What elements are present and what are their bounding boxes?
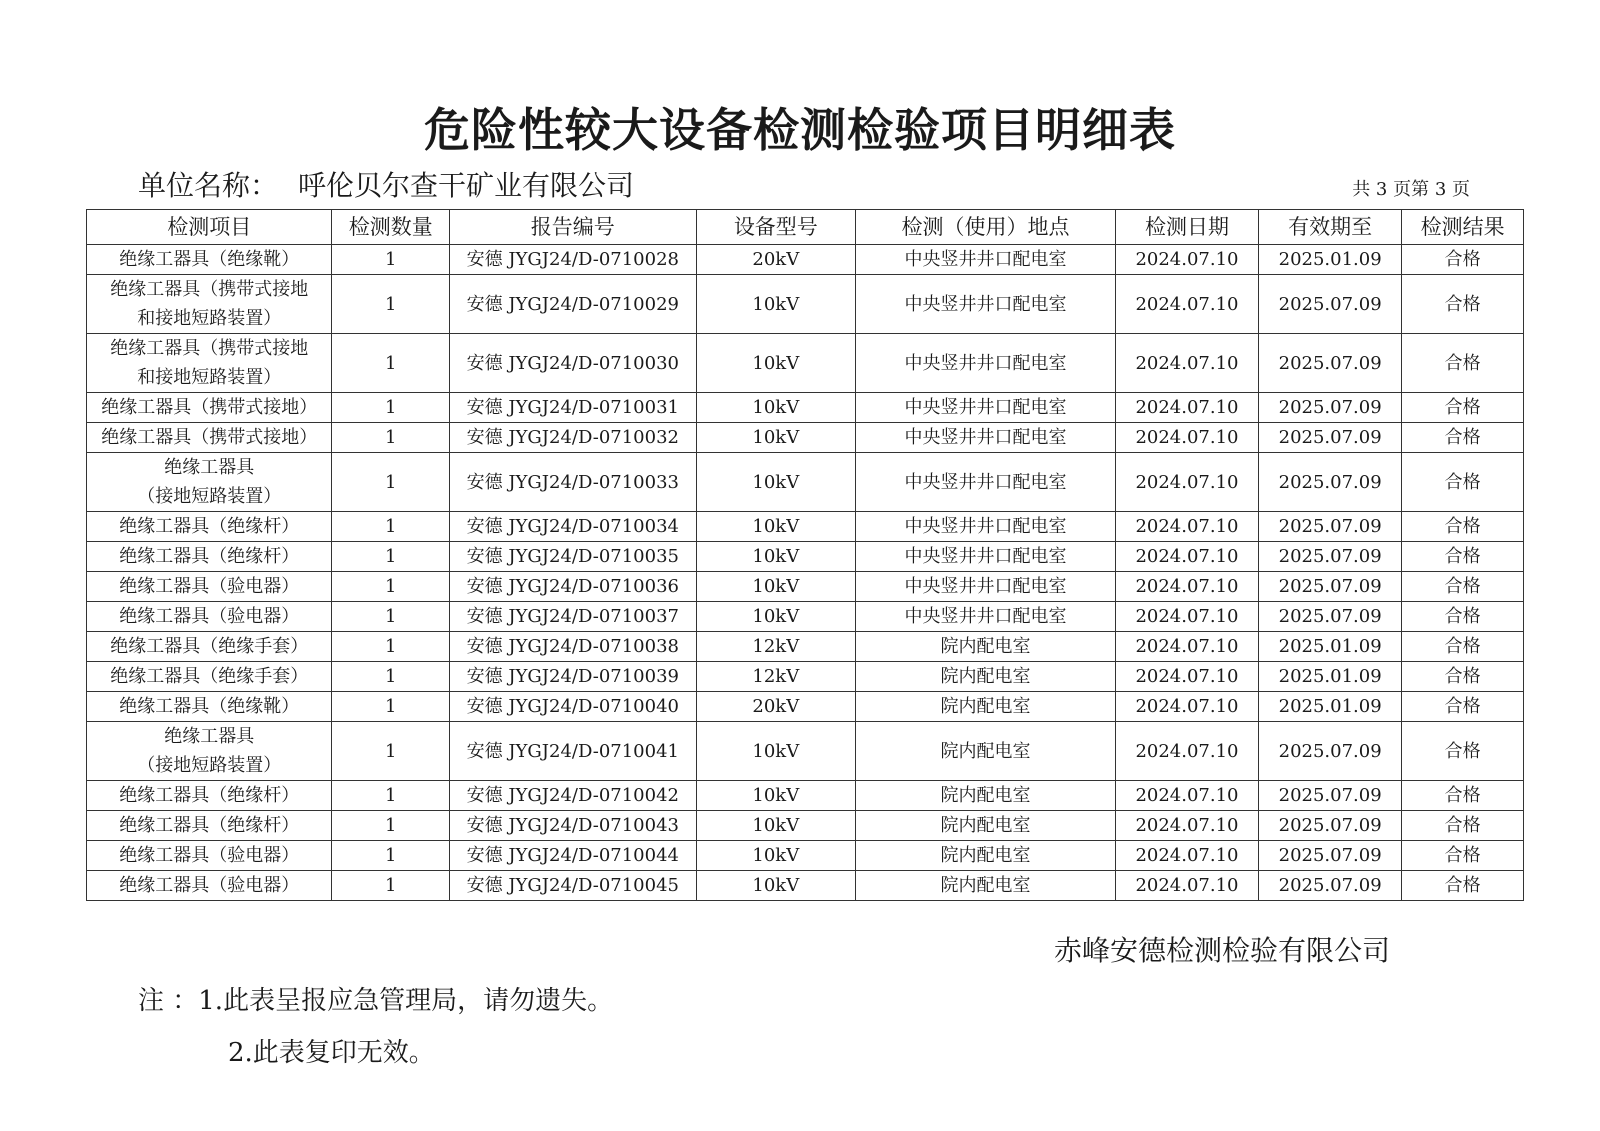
cell-quantity: 1 [332,245,450,275]
cell-report-no: 安德 JYGJ24/D-0710039 [450,662,696,692]
cell-result: 合格 [1402,692,1524,722]
table-row [87,572,1524,602]
cell-valid-until: 2025.07.09 [1259,334,1402,393]
cell-valid-until: 2025.07.09 [1259,722,1402,781]
cell-result: 合格 [1402,602,1524,632]
unit-label: 单位名称： [138,169,279,202]
cell-test-date: 2024.07.10 [1115,871,1258,901]
cell-quantity: 1 [332,632,450,662]
cell-quantity: 1 [332,334,450,393]
cell-item: 绝缘工器具（绝缘靴） [87,245,332,275]
cell-item: 绝缘工器具（验电器） [87,572,332,602]
cell-quantity: 1 [332,423,450,453]
cell-location: 院内配电室 [856,662,1116,692]
cell-item: 绝缘工器具（绝缘杆） [87,542,332,572]
page-info: 共 3 页第 3 页 [1352,179,1470,200]
cell-report-no: 安德 JYGJ24/D-0710045 [450,871,696,901]
cell-quantity: 1 [332,453,450,512]
cell-valid-until: 2025.01.09 [1259,662,1402,692]
cell-result: 合格 [1402,393,1524,423]
cell-valid-until: 2025.01.09 [1259,632,1402,662]
cell-test-date: 2024.07.10 [1115,811,1258,841]
cell-valid-until: 2025.07.09 [1259,453,1402,512]
table-row [87,811,1524,841]
cell-valid-until: 2025.07.09 [1259,602,1402,632]
cell-report-no: 安德 JYGJ24/D-0710035 [450,542,696,572]
cell-location: 中央竖井井口配电室 [856,542,1116,572]
table-row [87,512,1524,542]
cell-result: 合格 [1402,811,1524,841]
cell-report-no: 安德 JYGJ24/D-0710041 [450,722,696,781]
cell-valid-until: 2025.07.09 [1259,811,1402,841]
note-2: 2.此表复印无效。 [228,1038,435,1068]
cell-test-date: 2024.07.10 [1115,245,1258,275]
cell-quantity: 1 [332,781,450,811]
cell-quantity: 1 [332,662,450,692]
cell-location: 中央竖井井口配电室 [856,572,1116,602]
issuing-company: 赤峰安德检测检验有限公司 [1054,934,1391,967]
cell-test-date: 2024.07.10 [1115,453,1258,512]
cell-valid-until: 2025.07.09 [1259,393,1402,423]
cell-report-no: 安德 JYGJ24/D-0710031 [450,393,696,423]
cell-location: 中央竖井井口配电室 [856,245,1116,275]
cell-model: 12kV [696,662,856,692]
cell-quantity: 1 [332,692,450,722]
table-row [87,334,1524,393]
cell-result: 合格 [1402,572,1524,602]
cell-result: 合格 [1402,662,1524,692]
header-location: 检测（使用）地点 [856,210,1116,245]
cell-quantity: 1 [332,393,450,423]
cell-item: 绝缘工器具（绝缘杆） [87,781,332,811]
cell-test-date: 2024.07.10 [1115,602,1258,632]
cell-valid-until: 2025.07.09 [1259,512,1402,542]
cell-result: 合格 [1402,245,1524,275]
cell-item: 绝缘工器具（验电器） [87,871,332,901]
cell-model: 10kV [696,393,856,423]
cell-quantity: 1 [332,871,450,901]
table-row [87,632,1524,662]
cell-location: 院内配电室 [856,692,1116,722]
table-body [87,245,1524,901]
cell-location: 院内配电室 [856,632,1116,662]
cell-test-date: 2024.07.10 [1115,275,1258,334]
cell-quantity: 1 [332,512,450,542]
table-row [87,393,1524,423]
table-row [87,781,1524,811]
cell-valid-until: 2025.07.09 [1259,572,1402,602]
cell-model: 10kV [696,334,856,393]
cell-test-date: 2024.07.10 [1115,781,1258,811]
cell-model: 10kV [696,811,856,841]
cell-location: 中央竖井井口配电室 [856,393,1116,423]
table-row [87,602,1524,632]
cell-location: 中央竖井井口配电室 [856,453,1116,512]
cell-quantity: 1 [332,275,450,334]
cell-report-no: 安德 JYGJ24/D-0710034 [450,512,696,542]
cell-report-no: 安德 JYGJ24/D-0710044 [450,841,696,871]
cell-report-no: 安德 JYGJ24/D-0710032 [450,423,696,453]
cell-valid-until: 2025.07.09 [1259,781,1402,811]
cell-test-date: 2024.07.10 [1115,692,1258,722]
cell-model: 10kV [696,423,856,453]
header-quantity: 检测数量 [332,210,450,245]
cell-valid-until: 2025.07.09 [1259,871,1402,901]
cell-item: 绝缘工器具（携带式接地） [87,393,332,423]
cell-test-date: 2024.07.10 [1115,632,1258,662]
cell-model: 10kV [696,871,856,901]
table-row [87,662,1524,692]
cell-item: 绝缘工器具（绝缘靴） [87,692,332,722]
cell-item: 绝缘工器具（绝缘杆） [87,512,332,542]
unit-name: 呼伦贝尔查干矿业有限公司 [298,169,635,202]
note-1: 注 ：1.此表呈报应急管理局，请勿遗失。 [138,986,614,1016]
cell-valid-until: 2025.01.09 [1259,245,1402,275]
table-row [87,542,1524,572]
document-title: 危险性较大设备检测检验项目明细表 [424,103,1176,157]
cell-result: 合格 [1402,871,1524,901]
header-test-date: 检测日期 [1115,210,1258,245]
cell-report-no: 安德 JYGJ24/D-0710028 [450,245,696,275]
cell-model: 10kV [696,781,856,811]
cell-result: 合格 [1402,542,1524,572]
cell-test-date: 2024.07.10 [1115,334,1258,393]
cell-result: 合格 [1402,453,1524,512]
cell-report-no: 安德 JYGJ24/D-0710033 [450,453,696,512]
cell-model: 10kV [696,841,856,871]
inspection-table [86,209,1524,901]
cell-item: 绝缘工器具（验电器） [87,602,332,632]
cell-model: 20kV [696,692,856,722]
cell-location: 院内配电室 [856,722,1116,781]
cell-valid-until: 2025.07.09 [1259,423,1402,453]
cell-item: 绝缘工器具（验电器） [87,841,332,871]
cell-item: 绝缘工器具 （接地短路装置） [87,722,332,781]
cell-result: 合格 [1402,275,1524,334]
cell-location: 中央竖井井口配电室 [856,334,1116,393]
cell-model: 10kV [696,722,856,781]
cell-item: 绝缘工器具（携带式接地） [87,423,332,453]
cell-report-no: 安德 JYGJ24/D-0710040 [450,692,696,722]
unit-line [138,168,634,204]
cell-report-no: 安德 JYGJ24/D-0710030 [450,334,696,393]
cell-test-date: 2024.07.10 [1115,841,1258,871]
header-valid-until: 有效期至 [1259,210,1402,245]
cell-test-date: 2024.07.10 [1115,512,1258,542]
cell-item: 绝缘工器具（绝缘手套） [87,632,332,662]
table-header-row [87,210,1524,245]
cell-valid-until: 2025.07.09 [1259,275,1402,334]
cell-test-date: 2024.07.10 [1115,572,1258,602]
cell-quantity: 1 [332,811,450,841]
cell-result: 合格 [1402,841,1524,871]
cell-item: 绝缘工器具（绝缘手套） [87,662,332,692]
cell-result: 合格 [1402,632,1524,662]
cell-test-date: 2024.07.10 [1115,542,1258,572]
cell-location: 院内配电室 [856,781,1116,811]
cell-item: 绝缘工器具 （接地短路装置） [87,453,332,512]
cell-model: 10kV [696,542,856,572]
cell-quantity: 1 [332,841,450,871]
cell-item: 绝缘工器具（携带式接地 和接地短路装置） [87,334,332,393]
cell-location: 院内配电室 [856,841,1116,871]
cell-location: 中央竖井井口配电室 [856,275,1116,334]
cell-model: 12kV [696,632,856,662]
header-item: 检测项目 [87,210,332,245]
cell-report-no: 安德 JYGJ24/D-0710038 [450,632,696,662]
table-row [87,245,1524,275]
table-row [87,841,1524,871]
cell-quantity: 1 [332,602,450,632]
table-row [87,275,1524,334]
cell-location: 院内配电室 [856,811,1116,841]
header-model: 设备型号 [696,210,856,245]
cell-location: 中央竖井井口配电室 [856,423,1116,453]
table-row [87,871,1524,901]
cell-test-date: 2024.07.10 [1115,662,1258,692]
cell-report-no: 安德 JYGJ24/D-0710036 [450,572,696,602]
table-row [87,722,1524,781]
cell-result: 合格 [1402,781,1524,811]
cell-test-date: 2024.07.10 [1115,722,1258,781]
cell-report-no: 安德 JYGJ24/D-0710029 [450,275,696,334]
cell-model: 10kV [696,453,856,512]
cell-location: 中央竖井井口配电室 [856,512,1116,542]
cell-valid-until: 2025.01.09 [1259,692,1402,722]
cell-model: 10kV [696,602,856,632]
cell-quantity: 1 [332,542,450,572]
header-report-no: 报告编号 [450,210,696,245]
cell-model: 10kV [696,275,856,334]
cell-test-date: 2024.07.10 [1115,393,1258,423]
cell-result: 合格 [1402,512,1524,542]
cell-quantity: 1 [332,722,450,781]
cell-quantity: 1 [332,572,450,602]
cell-result: 合格 [1402,334,1524,393]
cell-test-date: 2024.07.10 [1115,423,1258,453]
table-row [87,423,1524,453]
table-row [87,692,1524,722]
cell-result: 合格 [1402,423,1524,453]
cell-report-no: 安德 JYGJ24/D-0710042 [450,781,696,811]
cell-model: 20kV [696,245,856,275]
cell-report-no: 安德 JYGJ24/D-0710037 [450,602,696,632]
cell-model: 10kV [696,572,856,602]
cell-location: 中央竖井井口配电室 [856,602,1116,632]
header-result: 检测结果 [1402,210,1524,245]
cell-valid-until: 2025.07.09 [1259,542,1402,572]
cell-location: 院内配电室 [856,871,1116,901]
cell-valid-until: 2025.07.09 [1259,841,1402,871]
cell-report-no: 安德 JYGJ24/D-0710043 [450,811,696,841]
cell-item: 绝缘工器具（携带式接地 和接地短路装置） [87,275,332,334]
table-row [87,453,1524,512]
cell-model: 10kV [696,512,856,542]
cell-result: 合格 [1402,722,1524,781]
cell-item: 绝缘工器具（绝缘杆） [87,811,332,841]
